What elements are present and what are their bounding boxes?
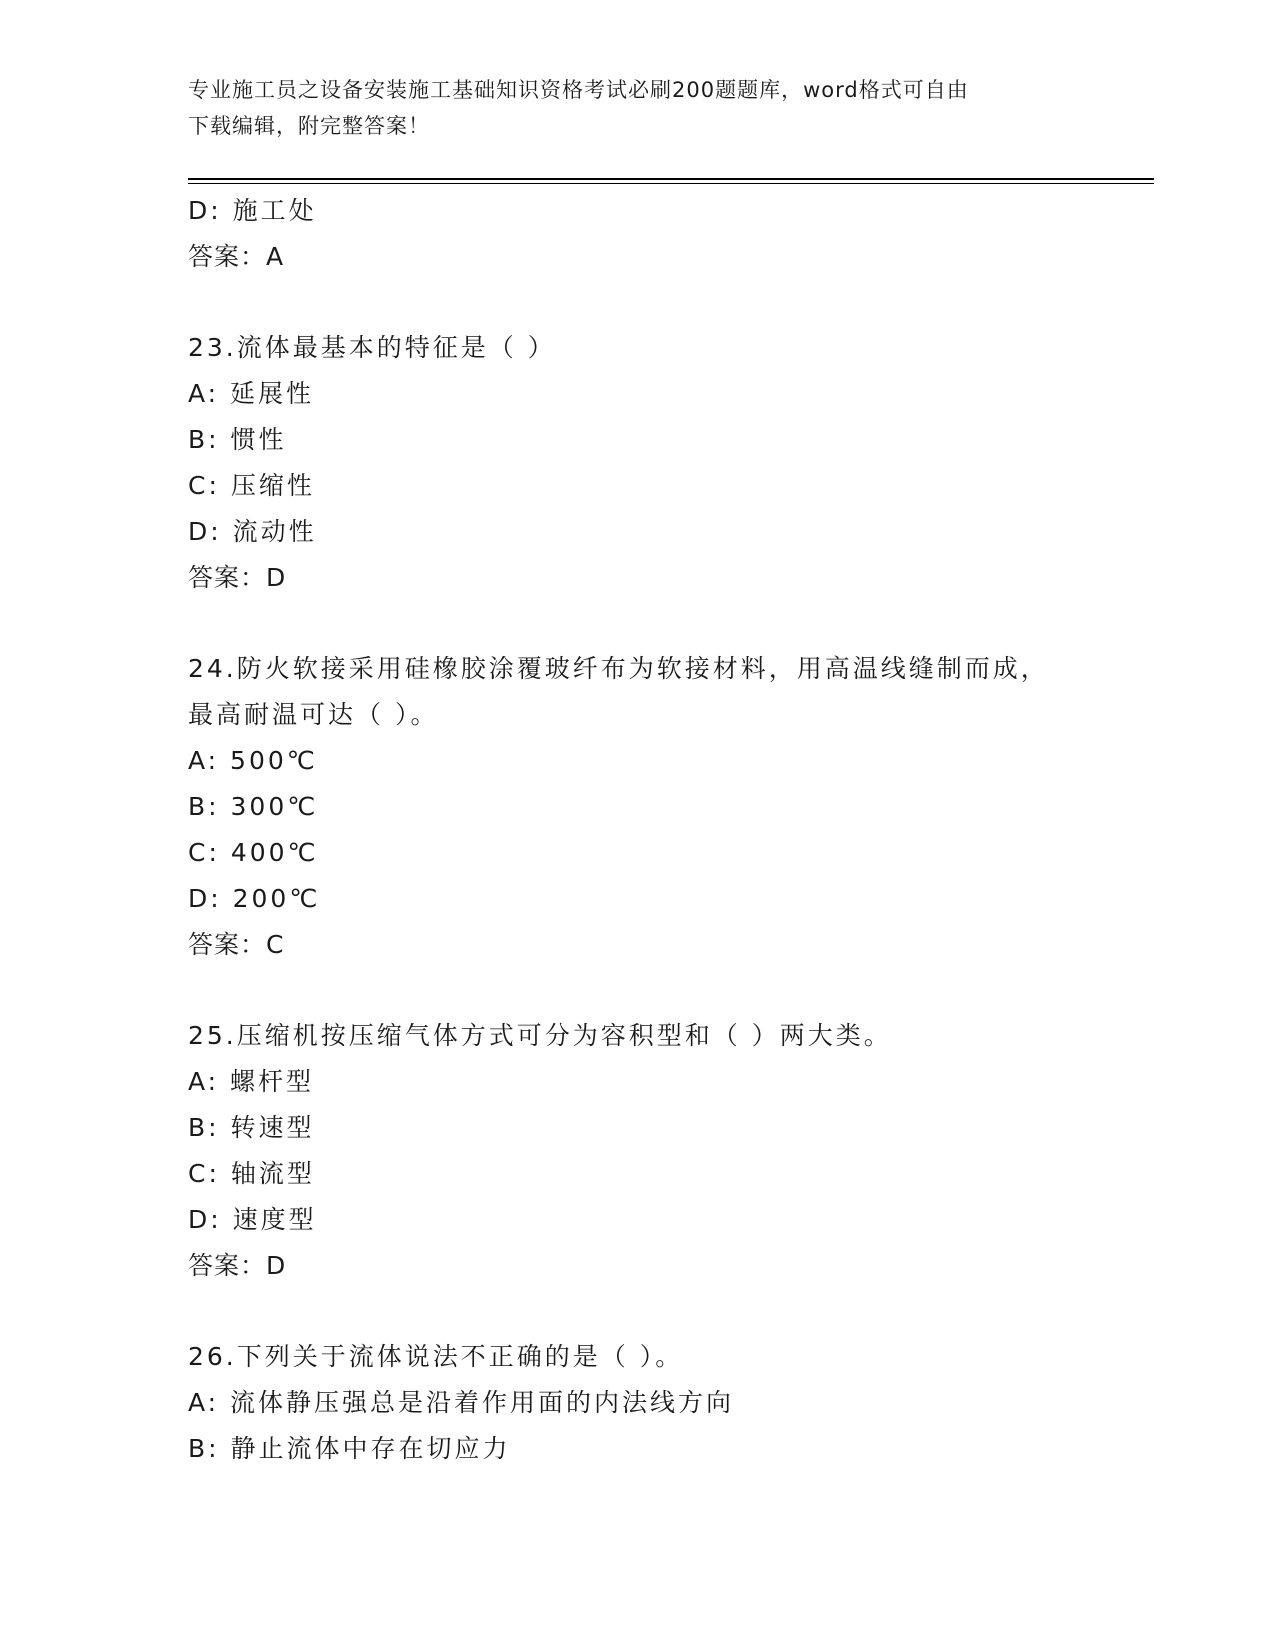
option-b: B: 静止流体中存在切应力 bbox=[188, 1434, 511, 1463]
option-a: A: 延展性 bbox=[188, 379, 315, 408]
option-d: D: 速度型 bbox=[188, 1205, 317, 1234]
previous-question-tail bbox=[188, 188, 1154, 280]
option-a: A: 螺杆型 bbox=[188, 1067, 315, 1096]
option-b: B: 转速型 bbox=[188, 1113, 315, 1142]
question-list bbox=[188, 188, 1154, 1472]
answer-line: 答案：D bbox=[188, 1251, 287, 1280]
option-d: D: 施工处 bbox=[188, 196, 317, 225]
option-c: C: 压缩性 bbox=[188, 471, 315, 500]
option-a: A: 500℃ bbox=[188, 746, 318, 775]
header-divider-thick bbox=[188, 178, 1154, 180]
question-stem-line-2: 最高耐温可达（ ）。 bbox=[188, 700, 439, 729]
question-25 bbox=[188, 1013, 1154, 1289]
question-23 bbox=[188, 325, 1154, 601]
header-line-2: 下载编辑，附完整答案！ bbox=[188, 114, 430, 138]
question-stem-line-1: 24.防火软接采用硅橡胶涂覆玻纤布为软接材料，用高温线缝制而成， bbox=[188, 654, 1049, 683]
answer-line: 答案：C bbox=[188, 930, 285, 959]
option-c: C: 400℃ bbox=[188, 838, 319, 867]
answer-line: 答案：A bbox=[188, 242, 285, 271]
header-line-1: 专业施工员之设备安装施工基础知识资格考试必刷200题题库，word格式可自由 bbox=[188, 78, 969, 102]
option-b: B: 300℃ bbox=[188, 792, 319, 821]
question-26 bbox=[188, 1334, 1154, 1472]
answer-line: 答案：D bbox=[188, 563, 287, 592]
question-24 bbox=[188, 646, 1154, 968]
option-d: D: 流动性 bbox=[188, 517, 317, 546]
option-b: B: 惯性 bbox=[188, 425, 287, 454]
question-stem: 25.压缩机按压缩气体方式可分为容积型和（ ）两大类。 bbox=[188, 1021, 892, 1050]
header-divider-thin bbox=[188, 183, 1154, 184]
question-stem: 23.流体最基本的特征是（ ） bbox=[188, 333, 556, 362]
option-a: A: 流体静压强总是沿着作用面的内法线方向 bbox=[188, 1388, 735, 1417]
option-d: D: 200℃ bbox=[188, 884, 321, 913]
question-stem: 26.下列关于流体说法不正确的是（ ）。 bbox=[188, 1342, 684, 1371]
option-c: C: 轴流型 bbox=[188, 1159, 315, 1188]
document-header bbox=[188, 72, 1088, 144]
